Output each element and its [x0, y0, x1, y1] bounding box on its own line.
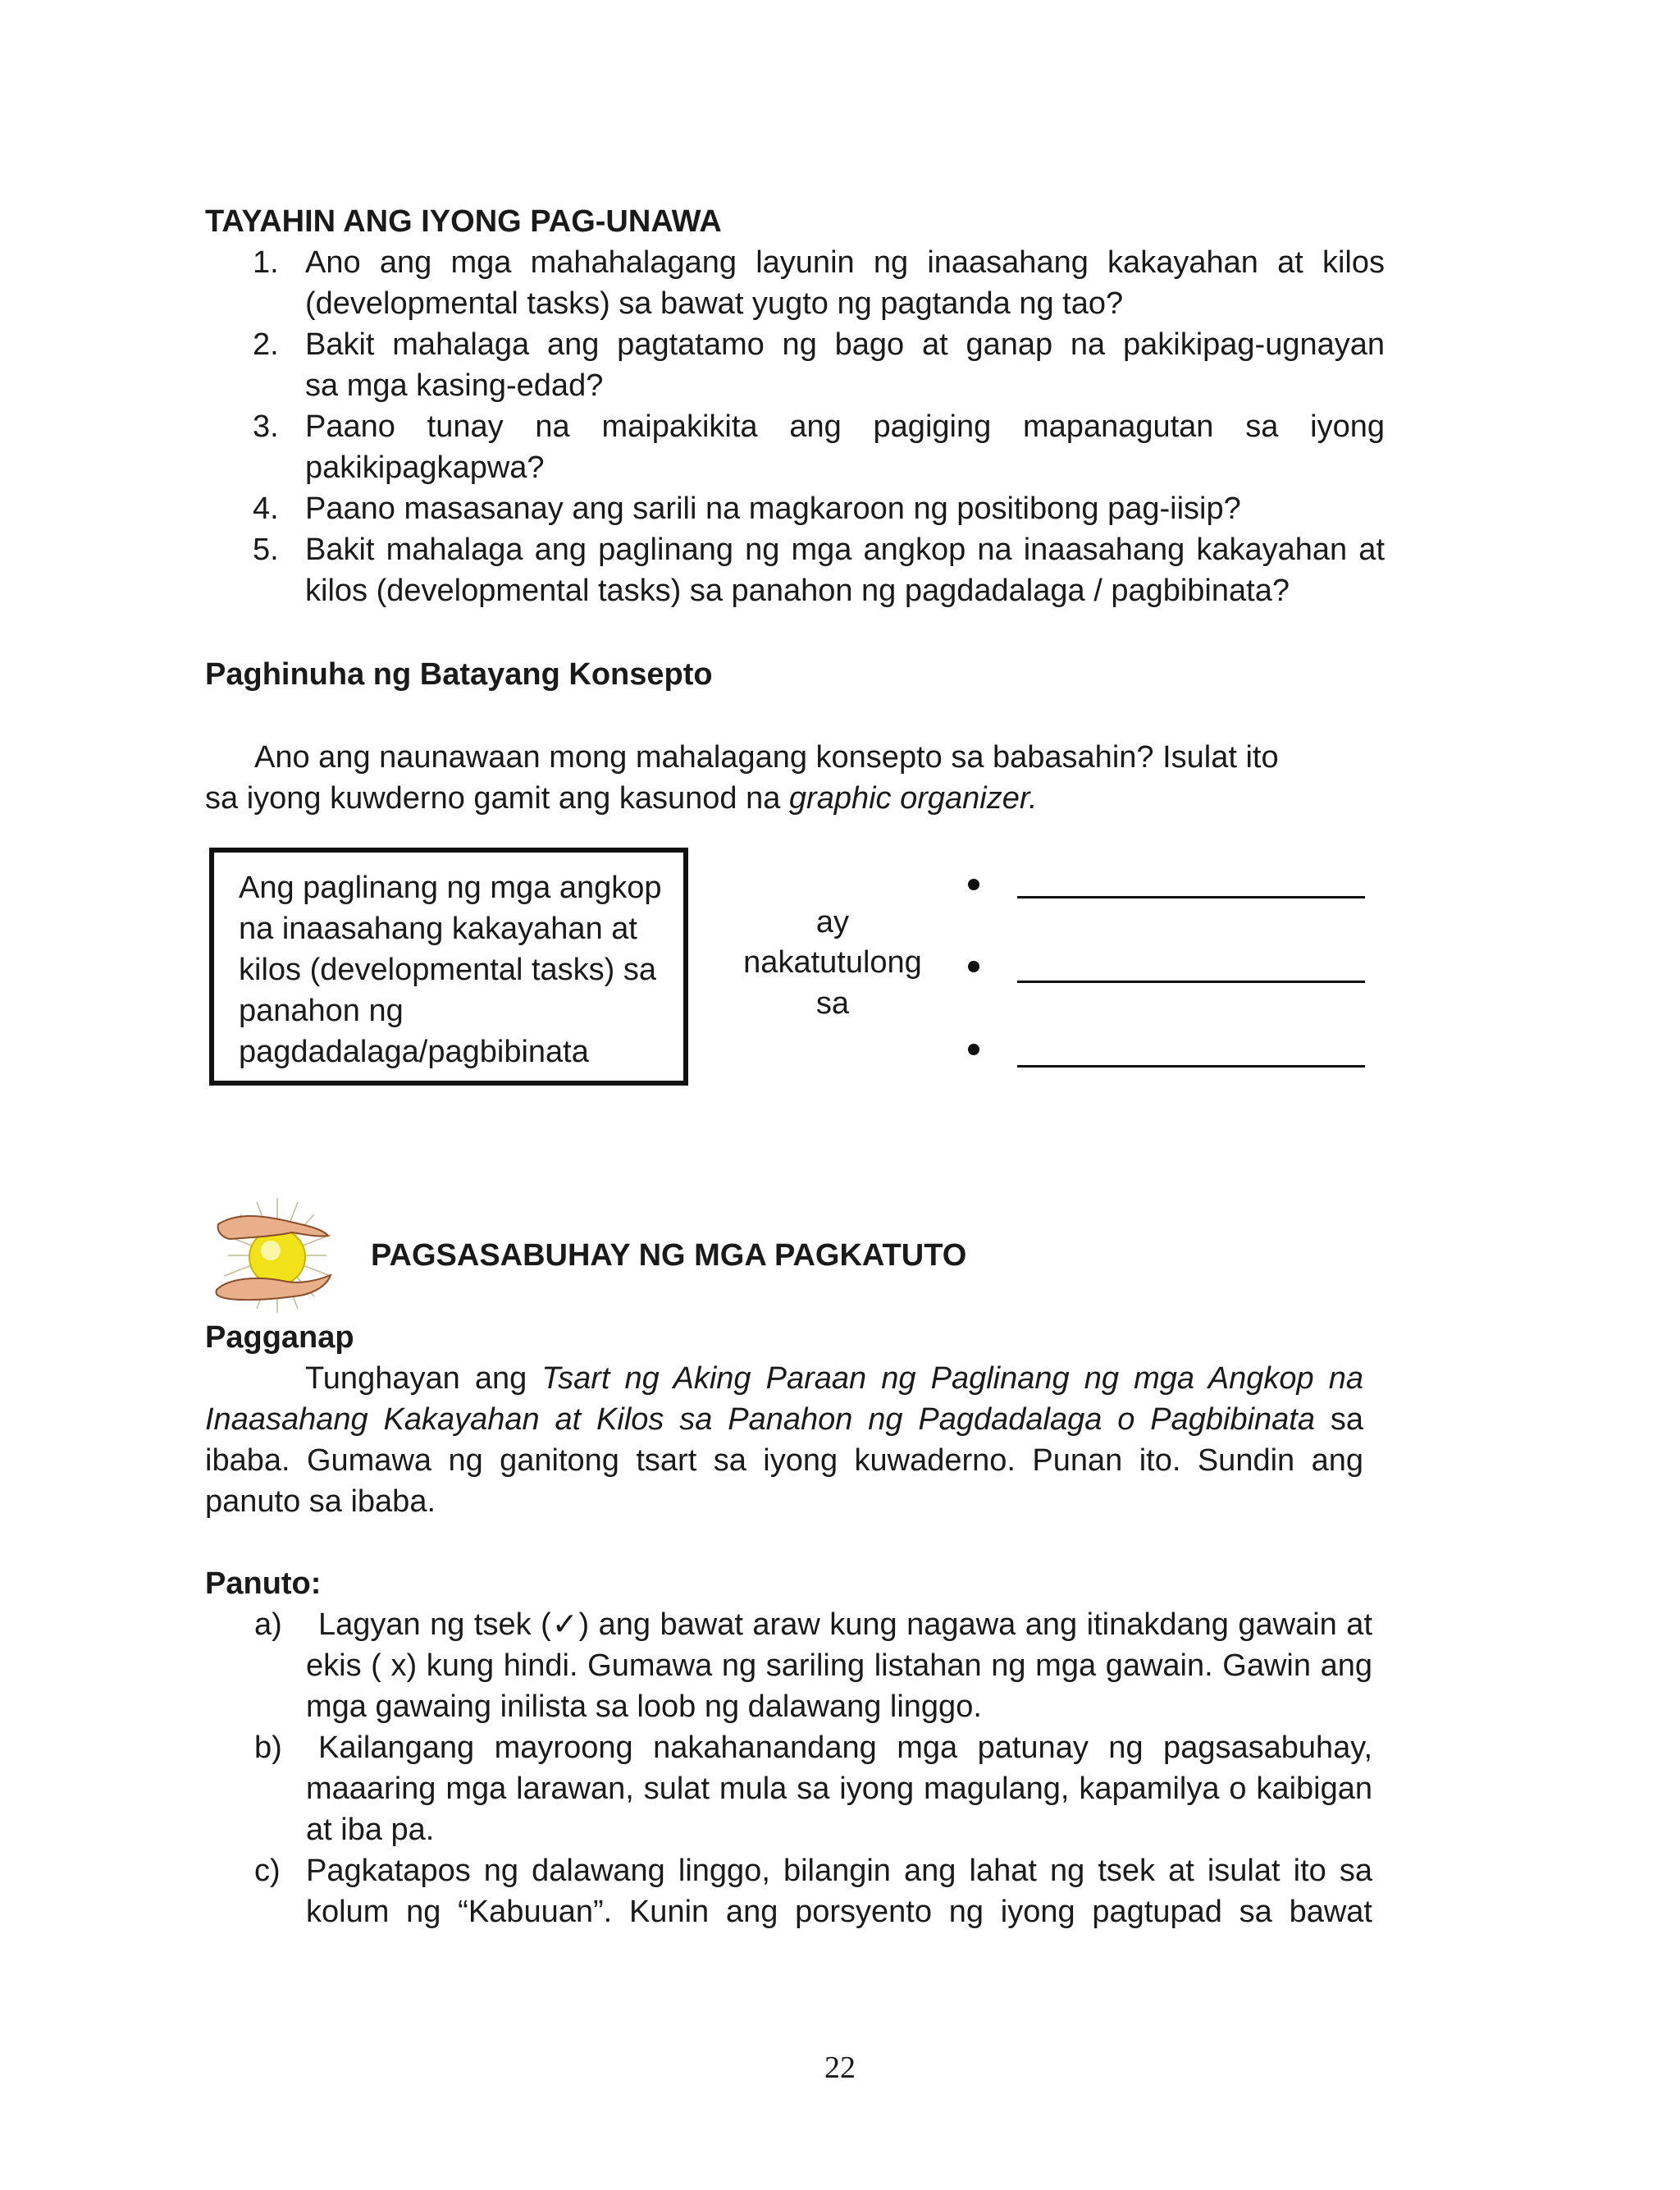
- box-text-line: panahon ng: [239, 994, 404, 1028]
- bullet-point: [968, 961, 979, 972]
- paragraph-line: ibaba. Gumawa ng ganitong tsart sa iyong kuwaderno. Punan ito. Sundin ang: [205, 1443, 1363, 1478]
- paragraph-line: panuto sa ibaba.: [205, 1484, 436, 1519]
- instruction-line: Pagkatapos ng dalawang linggo, bilangin ang lahat ng tsek at isulat ito sa: [306, 1854, 1372, 1888]
- box-text-line: pagdadalaga/pagbibinata: [239, 1035, 589, 1069]
- page-number: 22: [824, 2051, 856, 2085]
- question-text: Paano tunay na maipakikita ang pagiging mapanagutan sa iyong: [305, 409, 1385, 444]
- box-text-line: kilos (developmental tasks) sa: [239, 953, 656, 987]
- paragraph-text: sa: [1314, 1402, 1363, 1437]
- hands-holding-sun-icon: [212, 1190, 335, 1321]
- application-heading: PAGSASABUHAY NG MGA PAGKATUTO: [371, 1238, 967, 1273]
- box-text-line: na inaasahang kakayahan at: [239, 912, 637, 946]
- instructions-heading: Panuto:: [205, 1566, 322, 1601]
- question-text: pakikipagkapwa?: [305, 450, 545, 485]
- question-item: [253, 529, 1385, 611]
- concept-intro-line: Ano ang naunawaan mong mahalagang konsepto sa babasahin? Isulat ito: [254, 740, 1279, 775]
- concept-intro-text: sa iyong kuwderno gamit ang kasunod na: [205, 781, 789, 816]
- question-item: [253, 242, 1385, 324]
- instruction-line: maaaring mga larawan, sulat mula sa iyong magulang, kapamilya o kaibigan: [306, 1772, 1372, 1806]
- question-number: 3.: [253, 409, 279, 444]
- question-item: [253, 324, 1385, 406]
- question-text: (developmental tasks) sa bawat yugto ng pagtanda ng tao?: [305, 286, 1124, 321]
- answer-blank-line: [1017, 1065, 1365, 1068]
- concept-intro-line: [205, 778, 1038, 819]
- answer-blank-line: [1017, 896, 1365, 898]
- question-text: Paano masasanay ang sarili na magkaroon ng positibong pag-iisip?: [305, 491, 1241, 526]
- concept-heading: Paghinuha ng Batayang Konsepto: [205, 657, 713, 692]
- instruction-label: b): [254, 1731, 282, 1765]
- question-item: [253, 488, 1385, 529]
- concept-intro-italic: graphic organizer.: [788, 781, 1038, 816]
- question-text: Ano ang mga mahahalagang layunin ng inaasahang kakayahan at kilos: [305, 245, 1385, 280]
- question-text: sa mga kasing-edad?: [305, 368, 604, 403]
- graphic-organizer-box: [209, 848, 688, 1086]
- bullet-point: [968, 1044, 979, 1055]
- instruction-line: Kailangang mayroong nakahanandang mga patunay ng pagsasabuhay,: [318, 1731, 1372, 1765]
- instruction-line: Lagyan ng tsek (✓) ang bawat araw kung nagawa ang itinakdang gawain at: [318, 1607, 1372, 1642]
- instruction-line: kolum ng “Kabuuan”. Kunin ang porsyento ng iyong pagtupad sa bawat: [306, 1895, 1372, 1929]
- paragraph-line: [305, 1358, 1363, 1399]
- paragraph-text: Tunghayan ang: [305, 1361, 542, 1396]
- box-text-line: Ang paglinang ng mga angkop: [239, 871, 662, 905]
- connector-text: nakatutulong: [743, 945, 922, 980]
- instruction-line: mga gawaing inilista sa loob ng dalawang linggo.: [306, 1689, 982, 1724]
- answer-blank-line: [1017, 981, 1365, 983]
- question-number: 1.: [253, 245, 279, 280]
- bullet-point: [968, 879, 979, 890]
- instruction-line: ekis ( x) kung hindi. Gumawa ng sariling listahan ng mga gawain. Gawin ang: [306, 1648, 1372, 1683]
- connector-text: ay: [815, 905, 850, 940]
- instruction-label: c): [254, 1854, 281, 1888]
- assessment-heading: TAYAHIN ANG IYONG PAG-UNAWA: [205, 204, 722, 239]
- question-text: Bakit mahalaga ang paglinang ng mga angkop na inaasahang kakayahan at: [305, 533, 1385, 567]
- instruction-line: at iba pa.: [306, 1813, 435, 1847]
- connector-text: sa: [815, 986, 850, 1021]
- paragraph-italic: Tsart ng Aking Paraan ng Paglinang ng mga Angkop na: [541, 1361, 1363, 1396]
- paragraph-italic: Inaasahang Kakayahan at Kilos sa Panahon ng Pagdadalaga o Pagbibinata: [205, 1402, 1315, 1437]
- question-number: 4.: [253, 491, 279, 526]
- question-text: Bakit mahalaga ang pagtatamo ng bago at ganap na pakikipag-ugnayan: [305, 327, 1385, 362]
- application-subheading: Pagganap: [205, 1320, 354, 1355]
- question-item: [253, 406, 1385, 488]
- instruction-label: a): [254, 1607, 282, 1642]
- paragraph-line: [205, 1399, 1363, 1440]
- question-text: kilos (developmental tasks) sa panahon ng pagdadalaga / pagbibinata?: [305, 574, 1290, 608]
- question-number: 2.: [253, 327, 279, 362]
- question-number: 5.: [253, 533, 279, 567]
